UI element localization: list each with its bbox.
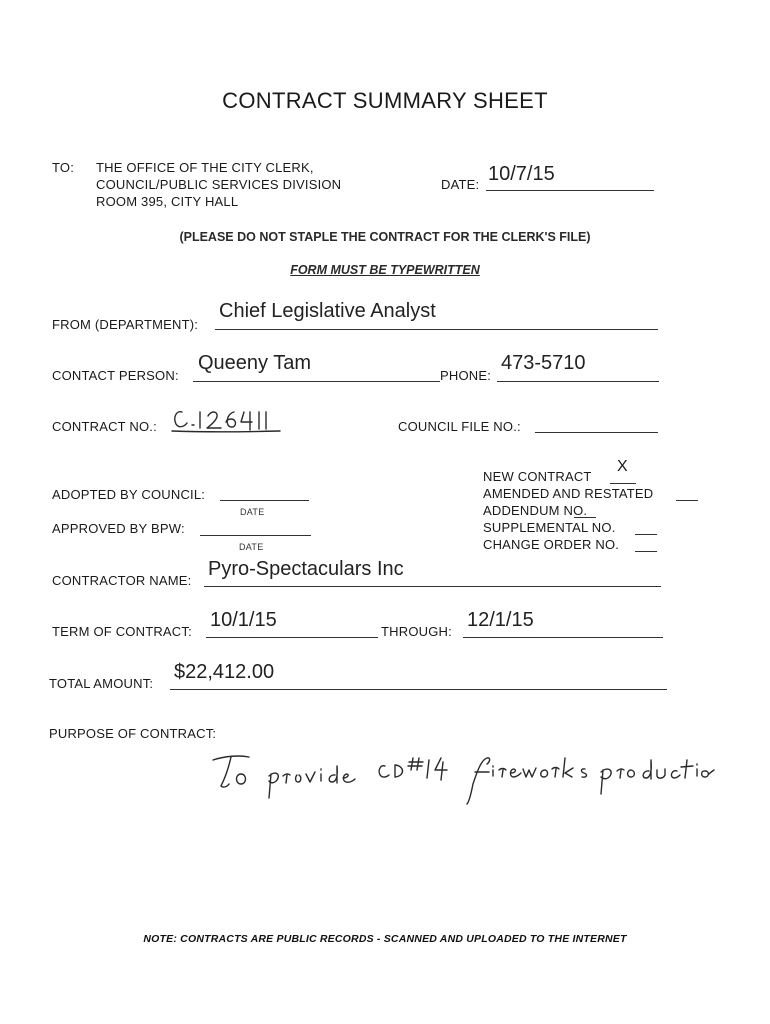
amended-restated-label: AMENDED AND RESTATED [483, 486, 654, 501]
new-contract-underline [610, 483, 636, 484]
change-order-no-underline[interactable] [635, 551, 657, 552]
term-start-value[interactable]: 10/1/15 [210, 609, 277, 631]
to-line-3: ROOM 395, CITY HALL [96, 194, 239, 209]
supplemental-no-label: SUPPLEMENTAL NO. [483, 520, 616, 535]
total-amount-underline [170, 689, 667, 690]
footer-note: NOTE: CONTRACTS ARE PUBLIC RECORDS - SCANNED AND UPLOADED TO THE INTERNET [143, 933, 627, 945]
contract-no-label: CONTRACT NO.: [52, 419, 157, 434]
from-department-value[interactable]: Chief Legislative Analyst [219, 300, 436, 322]
addendum-no-underline[interactable] [574, 517, 596, 518]
total-amount-label: TOTAL AMOUNT: [49, 676, 154, 691]
contact-person-value[interactable]: Queeny Tam [198, 352, 312, 374]
page-title: CONTRACT SUMMARY SHEET [222, 88, 548, 113]
staple-notice: (PLEASE DO NOT STAPLE THE CONTRACT FOR THE CLERK'S FILE) [179, 230, 591, 244]
total-amount-value[interactable]: $22,412.00 [174, 661, 275, 683]
date-value[interactable]: 10/7/15 [488, 163, 555, 185]
new-contract-mark[interactable]: X [617, 458, 628, 475]
contact-person-underline [193, 381, 440, 382]
approved-by-bpw-underline[interactable] [200, 535, 311, 536]
from-department-underline [215, 329, 658, 330]
adopted-by-council-underline[interactable] [220, 500, 309, 501]
to-line-2: COUNCIL/PUBLIC SERVICES DIVISION [96, 177, 342, 192]
supplemental-no-underline[interactable] [635, 534, 657, 535]
contract-no-handwritten-value[interactable] [170, 404, 285, 434]
purpose-handwritten-value[interactable] [205, 744, 715, 810]
new-contract-label: NEW CONTRACT [483, 469, 592, 484]
term-start-underline [206, 637, 378, 638]
date-underline [486, 190, 654, 191]
to-label: TO: [52, 160, 75, 175]
contractor-name-value[interactable]: Pyro-Spectaculars Inc [208, 558, 404, 580]
date-label: DATE: [441, 177, 480, 192]
typewritten-notice: FORM MUST BE TYPEWRITTEN [290, 263, 480, 277]
to-line-1: THE OFFICE OF THE CITY CLERK, [96, 160, 314, 175]
council-file-label: COUNCIL FILE NO.: [398, 419, 521, 434]
adopted-by-council-label: ADOPTED BY COUNCIL: [52, 487, 206, 502]
contractor-name-label: CONTRACTOR NAME: [52, 573, 192, 588]
through-label: THROUGH: [381, 624, 452, 639]
adopted-date-caption: DATE [240, 507, 265, 517]
approved-date-caption: DATE [239, 542, 264, 552]
phone-value[interactable]: 473-5710 [501, 352, 586, 374]
change-order-no-label: CHANGE ORDER NO. [483, 537, 620, 552]
approved-by-bpw-label: APPROVED BY BPW: [52, 521, 185, 536]
amended-restated-underline[interactable] [676, 500, 698, 501]
contact-person-label: CONTACT PERSON: [52, 368, 179, 383]
phone-underline [497, 381, 659, 382]
purpose-label: PURPOSE OF CONTRACT: [49, 726, 217, 741]
phone-label: PHONE: [440, 368, 492, 383]
from-department-label: FROM (DEPARTMENT): [52, 317, 199, 332]
contractor-name-underline [204, 586, 661, 587]
addendum-no-label: ADDENDUM NO. [483, 503, 588, 518]
term-end-value[interactable]: 12/1/15 [467, 609, 534, 631]
council-file-underline [535, 432, 658, 433]
term-end-underline [463, 637, 663, 638]
term-of-contract-label: TERM OF CONTRACT: [52, 624, 192, 639]
